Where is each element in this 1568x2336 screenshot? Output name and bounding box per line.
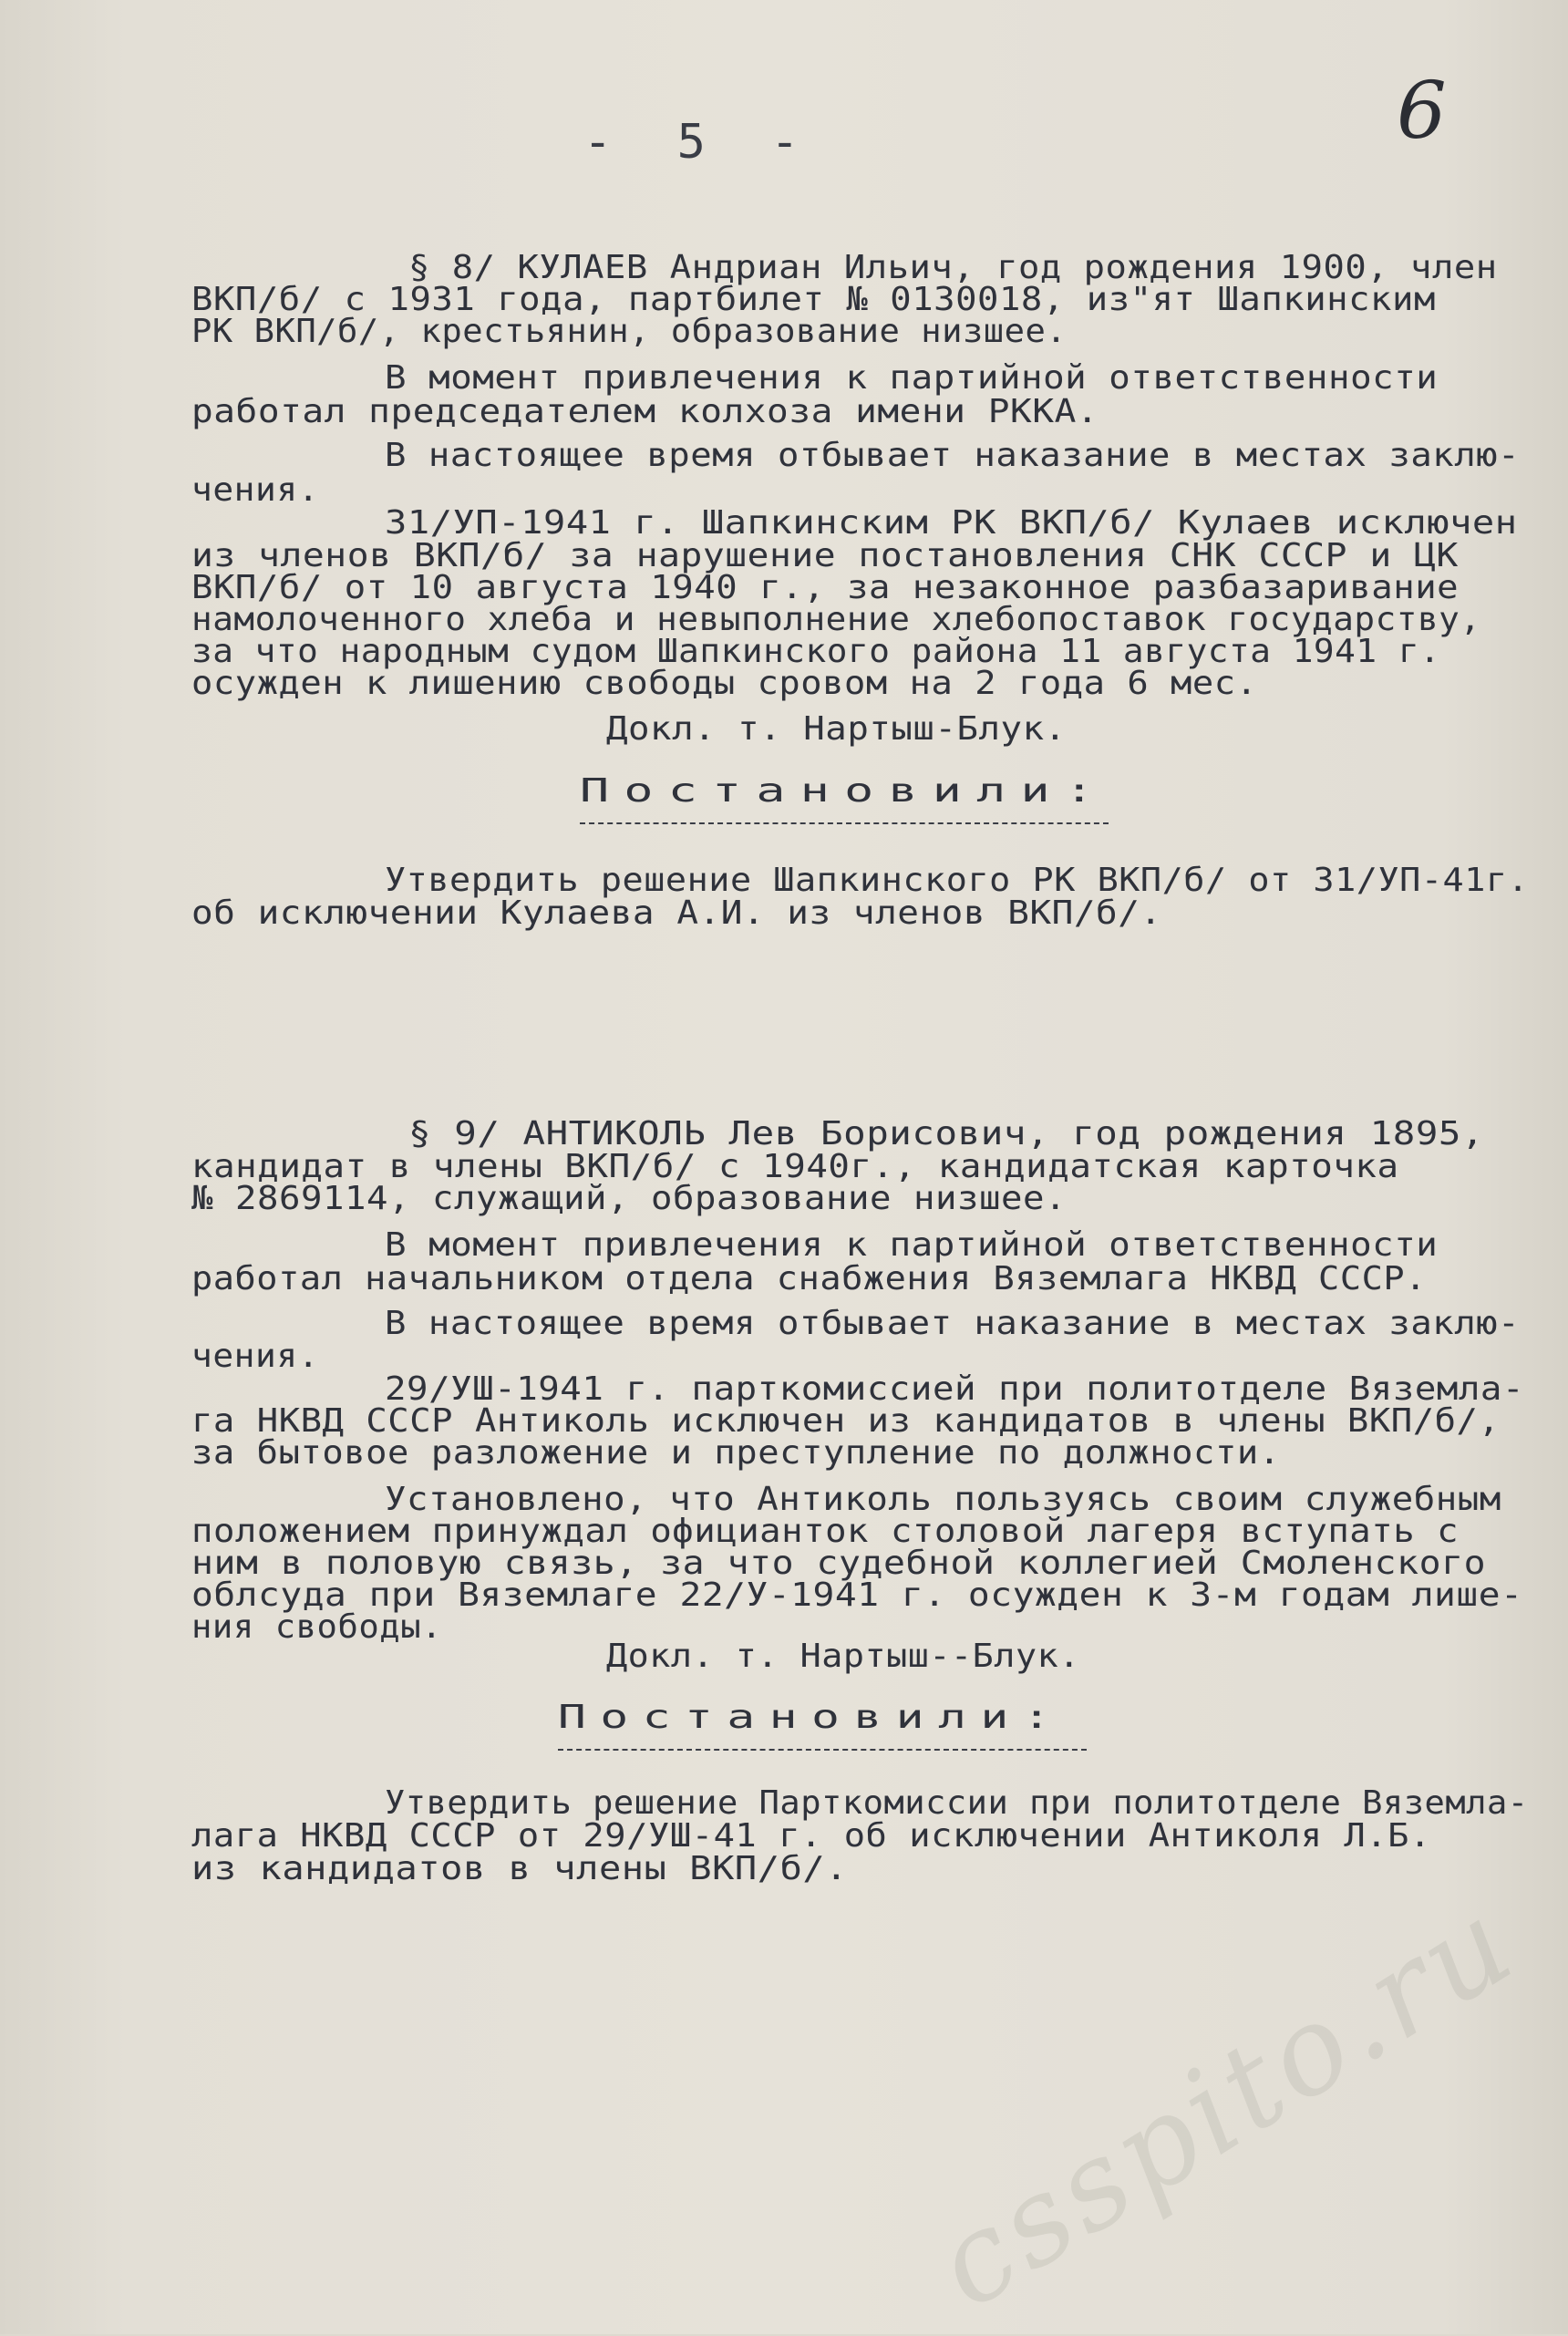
text-line: ним в половую связь, за что судебной коллегией Смоленского (191, 1545, 1487, 1582)
decision-heading: Постановили: (580, 772, 1109, 810)
page-number: - 5 - (583, 115, 818, 170)
decision-heading: Постановили: (558, 1699, 1066, 1736)
text-line: за бытовое разложение и преступление по должности. (191, 1434, 1281, 1472)
text-line: работал председателем колхоза имени РККА. (191, 393, 1099, 430)
text-line: 29/УШ-1941 г. парткомиссией при политотделе Вяземла- (385, 1370, 1525, 1408)
rapporteur-line: Докл. т. Нартыш-Блук. (606, 710, 1067, 748)
text-line: В момент привлечения к партийной ответственности (385, 1226, 1439, 1264)
text-line: № 2869114, служащий, образование низшее. (191, 1180, 1067, 1217)
text-line: лага НКВД СССР от 29/УШ-41 г. об исключении Антиколя Л.Б. (191, 1817, 1431, 1855)
text-line: 31/УП-1941 г. Шапкинским РК ВКП/б/ Кулаев исключен (385, 504, 1518, 542)
text-line: за что народным судом Шапкинского района 11 августа 1941 г. (191, 633, 1441, 670)
text-line: облсуда при Вяземлаге 22/У-1941 г. осужден к 3-м годам лише- (191, 1576, 1523, 1614)
text-line: кандидат в члены ВКП/б/ с 1940г., кандидатская карточка (191, 1148, 1399, 1185)
text-line: осужден к лишению свободы сровом на 2 года 6 мес. (191, 665, 1258, 702)
text-line: § 9/ АНТИКОЛЬ Лев Борисович, год рождения 1895, (408, 1115, 1485, 1152)
text-line: Установлено, что Антиколь пользуясь своим служебным (385, 1481, 1501, 1518)
text-line: га НКВД СССР Антиколь исключен из кандидатов в члены ВКП/б/, (191, 1402, 1501, 1440)
text-line: Утвердить решение Парткомиссии при политотделе Вяземла- (385, 1784, 1529, 1822)
text-line: ВКП/б/ от 10 августа 1940 г., за незаконное разбазаривание (191, 569, 1460, 606)
text-line: об исключении Кулаева А.И. из членов ВКП/б/. (191, 894, 1162, 932)
text-line: В момент привлечения к партийной ответственности (385, 359, 1439, 397)
text-line: из членов ВКП/б/ за нарушение постановления СНК СССР и ЦК (191, 537, 1459, 574)
text-line: намолоченного хлеба и невыполнение хлебопоставок государству, (191, 601, 1481, 638)
text-line: чения. (191, 471, 320, 509)
text-line: § 8/ КУЛАЕВ Андриан Ильич, год рождения 1900, член (408, 249, 1498, 286)
text-line: В настоящее время отбывает наказание в местах заклю- (385, 1305, 1521, 1342)
watermark: csspito.ru (911, 1871, 1540, 2336)
handwritten-page-number: 6 (1397, 66, 1447, 157)
text-line: В настоящее время отбывает наказание в местах заклю- (385, 437, 1521, 474)
text-line: РК ВКП/б/, крестьянин, образование низшее. (191, 313, 1068, 350)
text-line: работал начальником отдела снабжения Вяземлага НКВД СССР. (191, 1260, 1427, 1297)
rapporteur-line: Докл. т. Нартыш--Блук. (606, 1638, 1080, 1675)
text-line: ВКП/б/ с 1931 года, партбилет № 0130018, из"ят Шапкинским (191, 281, 1436, 318)
heading-underline (558, 1749, 1087, 1751)
text-line: чения. (191, 1338, 320, 1375)
text-line: из кандидатов в члены ВКП/б/. (191, 1850, 849, 1887)
text-line: ния свободы. (191, 1608, 443, 1646)
text-line: положением принуждал официанток столовой лагеря вступать с (191, 1513, 1460, 1550)
text-line: Утвердить решение Шапкинского РК ВКП/б/ от 31/УП-41г. (385, 862, 1530, 899)
heading-underline (580, 822, 1109, 824)
